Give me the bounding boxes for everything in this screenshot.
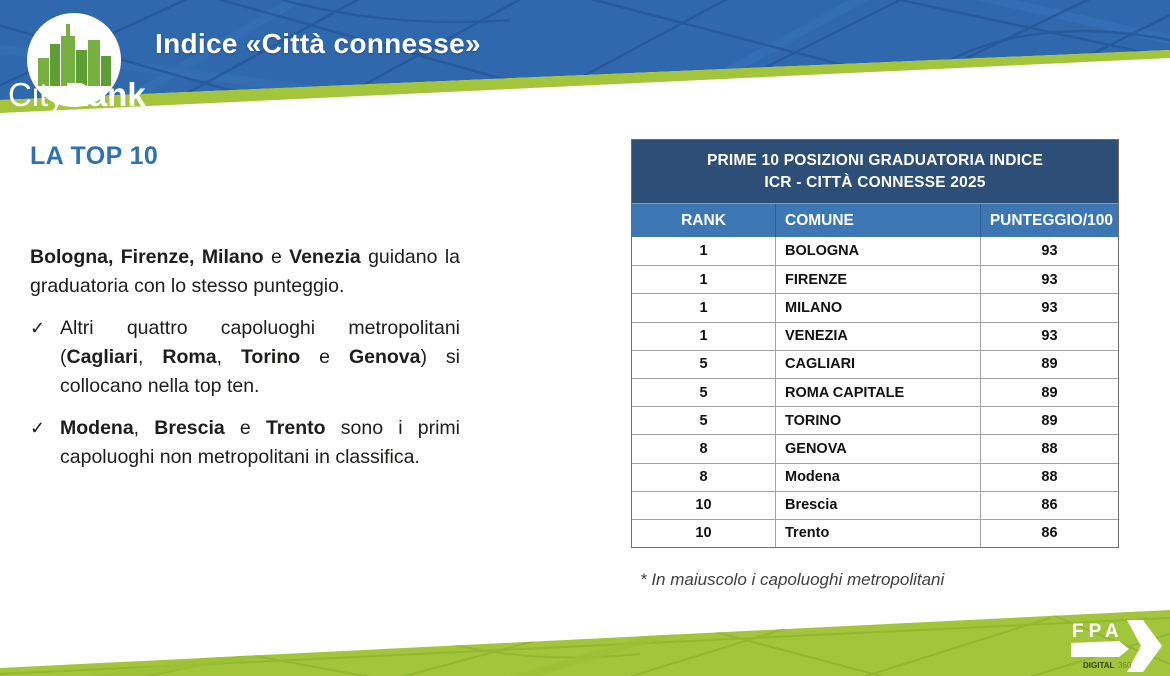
checkmark-icon: ✓ [30, 318, 46, 339]
table-header-row [632, 203, 1118, 237]
logo-text-city: City [8, 76, 65, 113]
comune-cell: Brescia [775, 492, 980, 519]
table-body [632, 237, 1118, 547]
section-heading: LA TOP 10 [30, 142, 159, 170]
table-row [632, 237, 1118, 265]
score-cell: 93 [980, 237, 1118, 265]
score-cell: 88 [980, 464, 1118, 491]
comune-cell: FIRENZE [775, 266, 980, 293]
bullet-list [30, 314, 460, 471]
fpa-logo [1069, 620, 1164, 672]
table-row [632, 350, 1118, 378]
score-cell: 93 [980, 294, 1118, 321]
score-cell: 89 [980, 407, 1118, 434]
table-row [632, 265, 1118, 293]
fpa-arrow-bar-icon [1071, 641, 1129, 657]
score-cell: 93 [980, 266, 1118, 293]
rank-cell: 10 [695, 525, 712, 542]
col-header-comune: COMUNE [775, 204, 980, 237]
comune-cell: GENOVA [775, 435, 980, 462]
comune-cell: Trento [775, 520, 980, 547]
page-title: Indice «Città connesse» [155, 28, 481, 59]
bullet-item [30, 414, 460, 471]
bullet-text: Altri quattro capoluoghi metropolitani (Cagliari, Roma, Torino e Genova) si collocano nella top ten. [60, 317, 460, 397]
comune-cell: Modena [775, 464, 980, 491]
table-title [632, 140, 1118, 203]
comune-cell: CAGLIARI [775, 351, 980, 378]
rank-cell: 1 [699, 328, 708, 345]
rank-cell: 1 [699, 243, 708, 260]
fpa-360-text: 360 [1118, 661, 1132, 670]
score-cell: 86 [980, 520, 1118, 547]
content-block [30, 142, 460, 472]
rank-cell: 1 [699, 299, 708, 316]
table-row [632, 406, 1118, 434]
bullet-text: Modena, Brescia e Trento sono i primi capoluoghi non metropolitani in classifica. [60, 417, 460, 468]
intro-paragraph: Bologna, Firenze, Milano e Venezia guidano la graduatoria con lo stesso punteggio. [30, 246, 461, 297]
score-cell: 88 [980, 435, 1118, 462]
comune-cell: ROMA CAPITALE [775, 379, 980, 406]
table-row [632, 463, 1118, 491]
rank-cell: 8 [699, 440, 708, 457]
header-banner [0, 0, 1170, 120]
rank-cell: 8 [699, 469, 708, 486]
col-header-rank: RANK [681, 211, 726, 229]
fpa-chevron-icon [1127, 620, 1162, 672]
score-cell: 86 [980, 492, 1118, 519]
logo-text-rank: Rank [65, 76, 146, 113]
table-footnote: * In maiuscolo i capoluoghi metropolitani [640, 570, 945, 589]
rank-cell: 5 [699, 412, 708, 429]
footer-band [0, 606, 1170, 676]
score-cell: 93 [980, 323, 1118, 350]
table-row [632, 322, 1118, 350]
comune-cell: TORINO [775, 407, 980, 434]
ranking-table [631, 139, 1119, 548]
table-title-line2: ICR - CITTÀ CONNESSE 2025 [764, 173, 986, 191]
rank-cell: 1 [699, 271, 708, 288]
bullet-item [30, 314, 460, 400]
fpa-brand-text: FPA [1072, 621, 1124, 642]
cityrank-logo [8, 6, 168, 126]
table-row [632, 519, 1118, 547]
table-row [632, 491, 1118, 519]
comune-cell: MILANO [775, 294, 980, 321]
score-cell: 89 [980, 379, 1118, 406]
col-header-punteggio: PUNTEGGIO/100 [980, 204, 1118, 237]
comune-cell: VENEZIA [775, 323, 980, 350]
table-row [632, 378, 1118, 406]
rank-cell: 10 [695, 497, 712, 514]
table-title-line1: PRIME 10 POSIZIONI GRADUATORIA INDICE [706, 151, 1044, 169]
table-row [632, 293, 1118, 321]
fpa-digital-text: DIGITAL [1083, 661, 1115, 670]
table-row [632, 434, 1118, 462]
score-cell: 89 [980, 351, 1118, 378]
comune-cell: BOLOGNA [775, 237, 980, 265]
rank-cell: 5 [699, 356, 708, 373]
checkmark-icon: ✓ [30, 418, 46, 439]
rank-cell: 5 [699, 384, 708, 401]
